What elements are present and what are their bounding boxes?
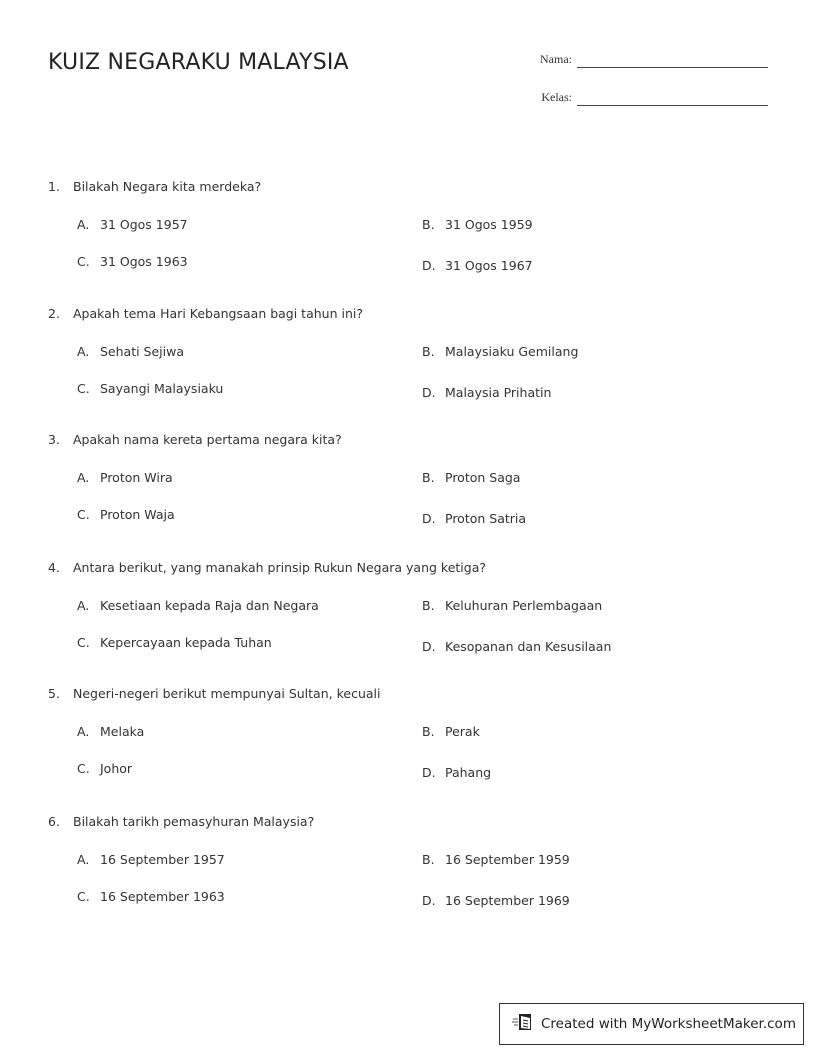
question-number: 4. (48, 560, 60, 575)
name-label: Nama: (540, 52, 572, 66)
question-number: 5. (48, 686, 60, 701)
option-text: Malaysia Prihatin (445, 385, 552, 400)
question-number: 2. (48, 306, 60, 321)
option-letter: B. (422, 852, 435, 867)
option-a (77, 217, 188, 232)
question-label: Negeri-negeri berikut mempunyai Sultan, kecuali (73, 686, 381, 701)
option-letter: B. (422, 217, 435, 232)
option-d (422, 385, 551, 400)
option-letter: A. (77, 217, 90, 232)
option-b (422, 470, 520, 485)
option-a (77, 852, 225, 867)
option-text: Kesetiaan kepada Raja dan Negara (100, 598, 319, 613)
option-d (422, 765, 491, 780)
option-text: Proton Wira (100, 470, 173, 485)
option-d (422, 258, 533, 273)
option-text: Malaysiaku Gemilang (445, 344, 579, 359)
option-text: 31 Ogos 1963 (100, 254, 188, 269)
name-write-line (577, 67, 768, 68)
option-text: Pahang (445, 765, 492, 780)
option-text: Proton Waja (100, 507, 175, 522)
option-text: Sehati Sejiwa (100, 344, 185, 359)
question-text (48, 814, 314, 829)
option-a (77, 724, 144, 739)
option-text: 16 September 1957 (100, 852, 225, 867)
option-letter: D. (422, 893, 436, 908)
option-letter: C. (77, 889, 90, 904)
option-letter: C. (77, 381, 90, 396)
question-label: Antara berikut, yang manakah prinsip Rukun Negara yang ketiga? (73, 560, 487, 575)
worksheet-logo-icon (512, 1012, 541, 1036)
option-c (77, 254, 188, 269)
option-letter: D. (422, 639, 436, 654)
question-label: Bilakah tarikh pemasyhuran Malaysia? (73, 814, 315, 829)
page-title: KUIZ NEGARAKU MALAYSIA (48, 50, 349, 75)
option-d (422, 511, 526, 526)
option-b (422, 852, 570, 867)
option-c (77, 761, 132, 776)
question-number: 1. (48, 179, 60, 194)
option-text: Sayangi Malaysiaku (100, 381, 224, 396)
option-text: Proton Saga (445, 470, 521, 485)
option-letter: A. (77, 470, 90, 485)
question-label: Bilakah Negara kita merdeka? (73, 179, 262, 194)
question-number: 6. (48, 814, 60, 829)
option-letter: D. (422, 511, 436, 526)
created-with-badge[interactable] (499, 1003, 804, 1045)
option-d (422, 639, 611, 654)
option-c (77, 381, 223, 396)
footer-text: Created with MyWorksheetMaker.com (541, 1016, 796, 1032)
option-a (77, 470, 173, 485)
option-letter: B. (422, 470, 435, 485)
option-text: Proton Satria (445, 511, 527, 526)
option-letter: B. (422, 598, 435, 613)
option-a (77, 598, 319, 613)
question-label: Apakah tema Hari Kebangsaan bagi tahun ini? (73, 306, 363, 321)
option-letter: A. (77, 598, 90, 613)
option-text: 31 Ogos 1957 (100, 217, 188, 232)
option-text: Kepercayaan kepada Tuhan (100, 635, 272, 650)
option-letter: D. (422, 765, 436, 780)
option-b (422, 598, 602, 613)
option-text: Keluhuran Perlembagaan (445, 598, 603, 613)
option-text: Kesopanan dan Kesusilaan (445, 639, 612, 654)
option-b (422, 217, 533, 232)
question-number: 3. (48, 432, 60, 447)
option-letter: C. (77, 254, 90, 269)
option-letter: A. (77, 344, 90, 359)
option-letter: D. (422, 258, 436, 273)
option-letter: A. (77, 852, 90, 867)
option-d (422, 893, 570, 908)
option-letter: C. (77, 761, 90, 776)
option-letter: C. (77, 507, 90, 522)
option-b (422, 724, 480, 739)
option-letter: A. (77, 724, 90, 739)
option-a (77, 344, 184, 359)
option-text: 16 September 1963 (100, 889, 225, 904)
option-letter: D. (422, 385, 436, 400)
class-label: Kelas: (541, 90, 572, 104)
option-c (77, 635, 272, 650)
option-text: Johor (100, 761, 133, 776)
option-text: Melaka (100, 724, 145, 739)
option-c (77, 507, 175, 522)
option-b (422, 344, 578, 359)
name-field (520, 52, 768, 72)
option-letter: B. (422, 724, 435, 739)
question-text (48, 432, 342, 447)
option-letter: B. (422, 344, 435, 359)
option-text: Perak (445, 724, 480, 739)
option-text: 31 Ogos 1967 (445, 258, 533, 273)
option-text: 31 Ogos 1959 (445, 217, 533, 232)
option-text: 16 September 1969 (445, 893, 570, 908)
question-text (48, 179, 261, 194)
option-c (77, 889, 225, 904)
question-text (48, 686, 380, 701)
class-write-line (577, 105, 768, 106)
question-text (48, 560, 486, 575)
question-label: Apakah nama kereta pertama negara kita? (73, 432, 342, 447)
class-field (520, 90, 768, 110)
option-letter: C. (77, 635, 90, 650)
option-text: 16 September 1959 (445, 852, 570, 867)
question-text (48, 306, 363, 321)
